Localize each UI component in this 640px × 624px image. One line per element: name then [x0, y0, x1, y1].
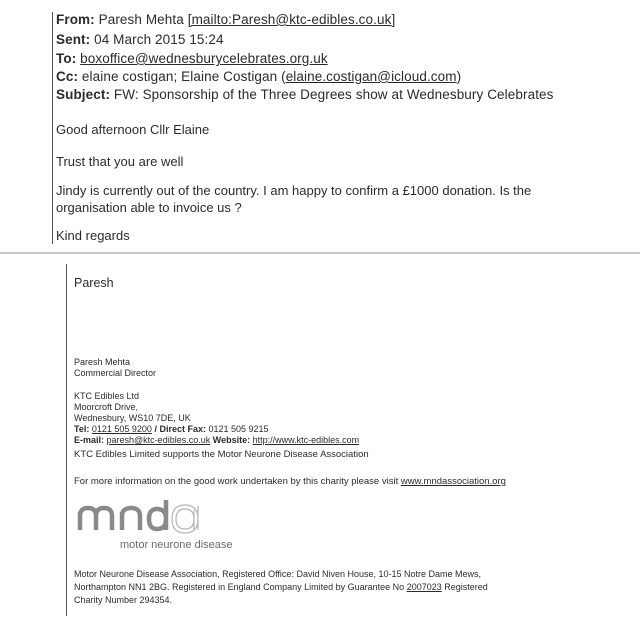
- to-email-link[interactable]: boxoffice@wednesburycelebrates.org.uk: [80, 51, 328, 66]
- from-mailto-link[interactable]: [mailto:Paresh@ktc-edibles.co.uk]: [187, 12, 396, 27]
- to-row: [56, 51, 328, 66]
- email-label: E-mail:: [74, 435, 105, 445]
- fax-label: / Direct Fax:: [154, 424, 206, 434]
- subject-value: FW: Sponsorship of the Three Degrees show at Wednesbury Celebrates: [113, 87, 554, 102]
- footer-line-3: Charity Number 294354.: [74, 595, 173, 605]
- mnda-tagline: motor neurone disease: [120, 539, 233, 551]
- tel-label: Tel:: [74, 424, 90, 434]
- closing: Kind regards: [56, 228, 130, 243]
- signature-company: KTC Edibles Ltd: [74, 391, 140, 401]
- company-number-link[interactable]: 2007023: [406, 582, 442, 592]
- footer-line-2b: Registered: [444, 582, 488, 592]
- sent-value: 04 March 2015 15:24: [94, 32, 224, 47]
- mnda-website-link[interactable]: www.mndassociation.org: [400, 476, 506, 487]
- from-row: [56, 12, 395, 27]
- info-row: [74, 476, 506, 487]
- sent-label: Sent:: [56, 32, 91, 47]
- quote-border-bottom: [66, 264, 67, 616]
- email-link[interactable]: paresh@ktc-edibles.co.uk: [106, 435, 211, 445]
- fax-value: 0121 505 9215: [208, 424, 269, 434]
- mnda-wordmark-icon: [76, 496, 256, 556]
- quote-border-top: [52, 12, 53, 244]
- cc-value-end: ): [456, 69, 462, 84]
- contact-row: [74, 435, 359, 445]
- support-line: KTC Edibles Limited supports the Motor Neurone Disease Association: [74, 449, 369, 460]
- cc-email-link[interactable]: elaine.costigan@icloud.com: [285, 69, 457, 84]
- signature-name-large: Paresh: [74, 276, 114, 290]
- footer-line-1: Motor Neurone Disease Association, Registered Office: David Niven House, 10-15 Notre Dame Mews,: [74, 569, 482, 579]
- footer-line-2: [74, 582, 488, 592]
- footer-line-2a: Northampton NN1 2BG. Registered in England Company Limited by Guarantee No: [74, 582, 405, 592]
- info-text: For more information on the good work undertaken by this charity please visit: [74, 476, 399, 487]
- website-label: Website:: [212, 435, 251, 445]
- body-line-1: Trust that you are well: [56, 154, 184, 169]
- greeting: Good afternoon Cllr Elaine: [56, 122, 210, 137]
- body-line-2b: organisation able to invoice us ?: [56, 200, 242, 215]
- page-separator: [0, 252, 640, 254]
- signature-name: Paresh Mehta: [74, 357, 131, 367]
- signature-title: Commercial Director: [74, 368, 157, 378]
- subject-label: Subject:: [56, 87, 111, 102]
- cc-value: elaine costigan; Elaine Costigan (: [81, 69, 286, 84]
- signature-street: Moorcroft Drive,: [74, 402, 139, 412]
- mnda-logo: [76, 496, 256, 556]
- sent-row: [56, 32, 224, 47]
- signature-town: Wednesbury, WS10 7DE, UK: [74, 413, 191, 423]
- phone-row: [74, 424, 269, 434]
- subject-row: [56, 87, 554, 102]
- from-label: From:: [56, 12, 95, 27]
- tel-link[interactable]: 0121 505 9200: [91, 424, 152, 434]
- website-link[interactable]: http://www.ktc-edibles.com: [252, 435, 360, 445]
- body-line-2a: Jindy is currently out of the country. I am happy to confirm a £1000 donation. Is the: [56, 183, 532, 198]
- to-label: To:: [56, 51, 77, 66]
- from-value: Paresh Mehta: [98, 12, 184, 27]
- cc-label: Cc:: [56, 69, 79, 84]
- cc-row: [56, 69, 461, 84]
